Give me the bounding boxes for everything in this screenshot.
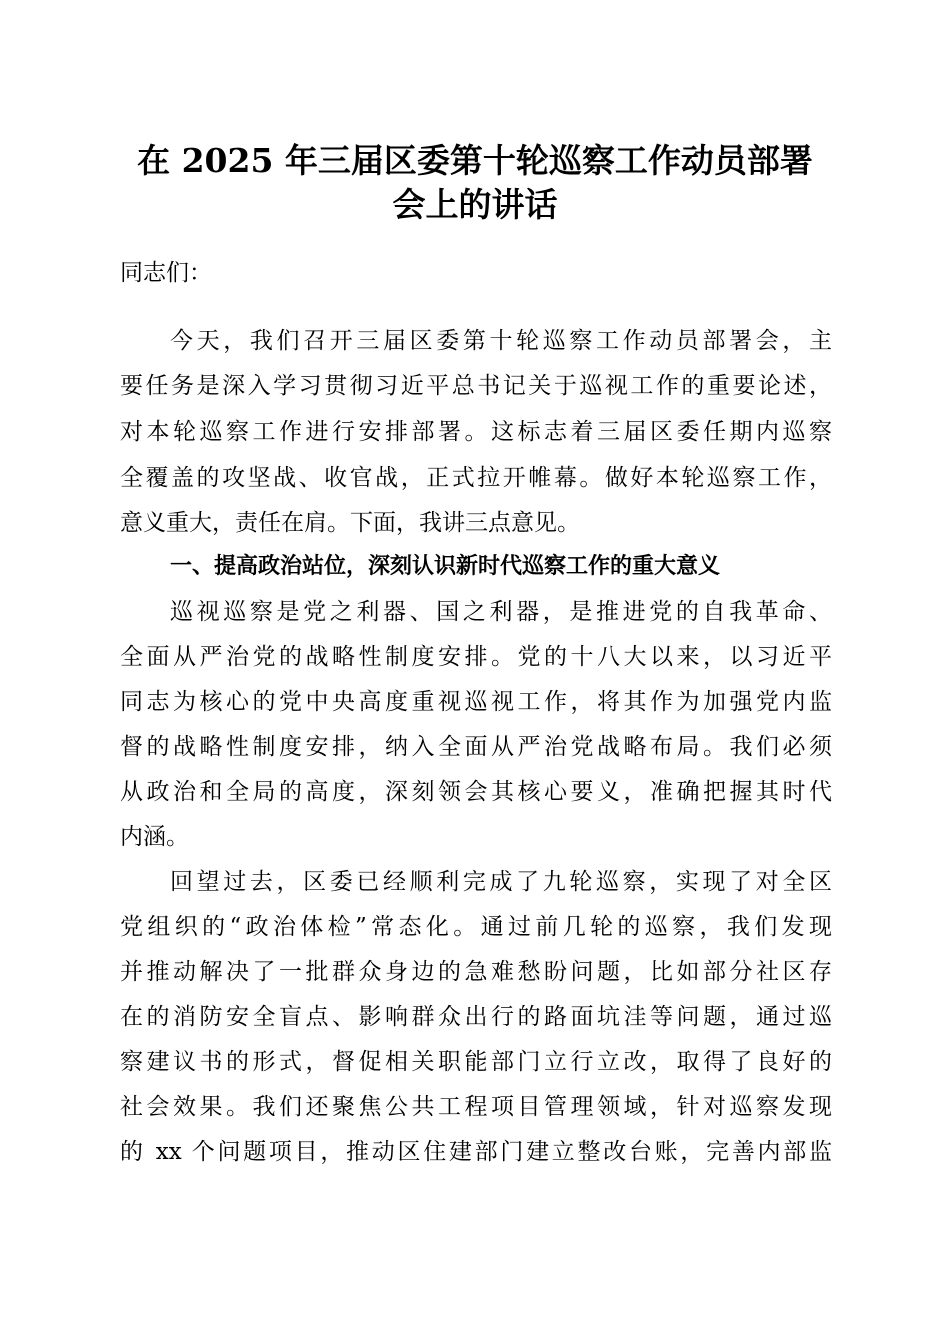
paragraph-line: 巡视巡察是党之利器、国之利器，是推进党的自我革命、 — [170, 599, 832, 625]
paragraph-line: 从政治和全局的高度，深刻领会其核心要义，准确把握其时代 — [120, 779, 832, 805]
section-heading-1: 一、提高政治站位，深刻认识新时代巡察工作的重大意义 — [170, 554, 721, 579]
paragraph-line: 在的消防安全盲点、影响群众出行的路面坑洼等问题，通过巡 — [120, 1004, 832, 1030]
paragraph-line: 全覆盖的攻坚战、收官战，正式拉开帷幕。做好本轮巡察工作， — [120, 465, 832, 491]
paragraph-line: 的 xx 个问题项目，推动区住建部门建立整改台账，完善内部监 — [120, 1139, 832, 1165]
document-title-line-1: 在 2025 年三届区委第十轮巡察工作动员部署 — [137, 141, 813, 180]
paragraph-line: 党组织的“政治体检”常态化。通过前几轮的巡察，我们发现 — [120, 914, 832, 940]
paragraph-line: 察建议书的形式，督促相关职能部门立行立改，取得了良好的 — [120, 1049, 832, 1075]
paragraph-line: 要任务是深入学习贯彻习近平总书记关于巡视工作的重要论述， — [120, 373, 832, 399]
paragraph-line: 意义重大，责任在肩。下面，我讲三点意见。 — [120, 510, 580, 536]
paragraph-line: 回望过去，区委已经顺利完成了九轮巡察，实现了对全区 — [170, 869, 832, 895]
paragraph-line: 并推动解决了一批群众身边的急难愁盼问题，比如部分社区存 — [120, 959, 832, 985]
document-title-line-2: 会上的讲话 — [392, 185, 558, 224]
paragraph-line: 内涵。 — [120, 824, 189, 850]
salutation: 同志们： — [120, 260, 212, 286]
paragraph-line: 督的战略性制度安排，纳入全面从严治党战略布局。我们必须 — [120, 734, 832, 760]
paragraph-line: 对本轮巡察工作进行安排部署。这标志着三届区委任期内巡察 — [120, 419, 832, 445]
paragraph-line: 社会效果。我们还聚焦公共工程项目管理领域，针对巡察发现 — [120, 1094, 832, 1120]
paragraph-line: 全面从严治党的战略性制度安排。党的十八大以来，以习近平 — [120, 644, 832, 670]
paragraph-line: 今天，我们召开三届区委第十轮巡察工作动员部署会，主 — [170, 328, 832, 354]
paragraph-line: 同志为核心的党中央高度重视巡视工作，将其作为加强党内监 — [120, 689, 832, 715]
